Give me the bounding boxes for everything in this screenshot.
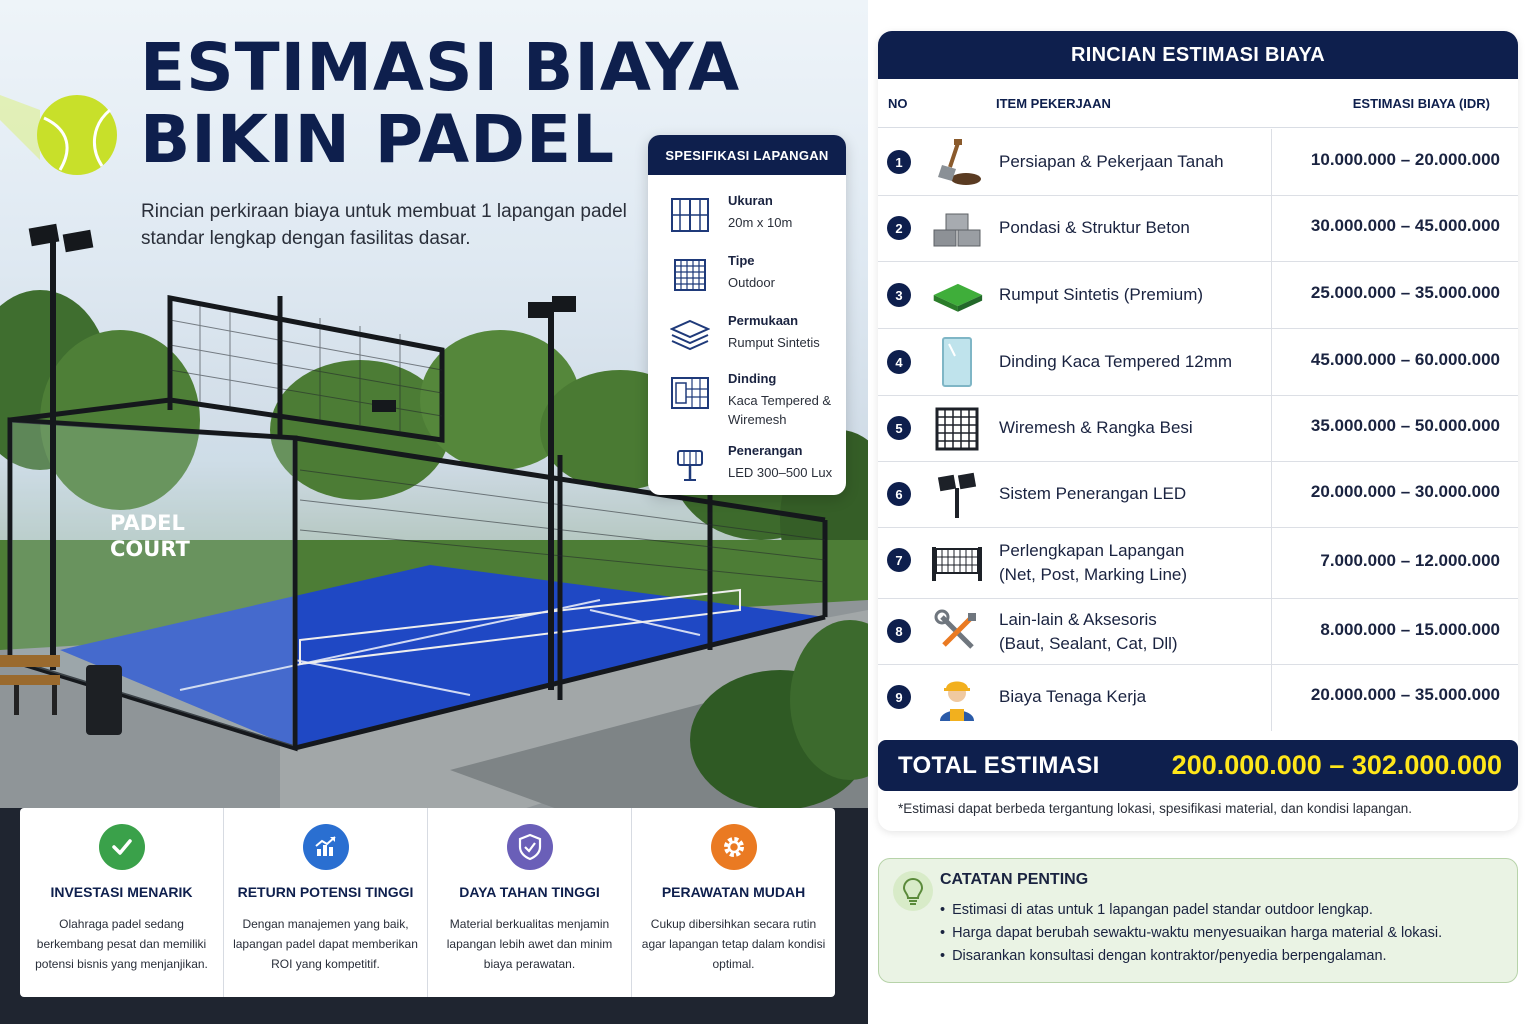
header-cost: ESTIMASI BIAYA (IDR)	[1352, 96, 1490, 111]
feature-title: DAYA TAHAN TINGGI	[459, 884, 600, 900]
row-item-sub: (Net, Post, Marking Line)	[999, 565, 1188, 584]
table-title: RINCIAN ESTIMASI BIAYA	[878, 31, 1518, 79]
shield-icon	[507, 824, 553, 870]
feature-daya-tahan	[428, 808, 632, 997]
spec-value: 20m x 10m	[728, 215, 793, 230]
court-sign-line2: COURT	[110, 537, 190, 561]
spec-item-dinding	[648, 371, 846, 441]
total-value: 200.000.000 – 302.000.000	[1171, 750, 1502, 780]
row-cost: 10.000.000 – 20.000.000	[1310, 150, 1500, 169]
feature-desc: Cukup dibersihkan secara rutin agar lapangan tetap dalam kondisi optimal.	[641, 917, 826, 971]
note-item: • Harga dapat berubah sewaktu-waktu menyesuaikan harga material & lokasi.	[940, 922, 1442, 945]
wiremesh-icon	[930, 402, 984, 456]
table-row	[878, 528, 1518, 599]
feature-return	[224, 808, 428, 997]
column-divider	[1271, 528, 1272, 598]
notes-list	[940, 899, 1442, 968]
column-divider	[1271, 129, 1272, 195]
turf-icon	[930, 268, 984, 322]
cost-table	[878, 31, 1518, 831]
row-number: 8	[887, 619, 911, 643]
column-divider	[1271, 329, 1272, 395]
table-row	[878, 196, 1518, 262]
tools-icon	[930, 605, 984, 659]
spec-label: Dinding	[728, 371, 777, 386]
column-divider	[1271, 396, 1272, 461]
spec-value: LED 300–500 Lux	[728, 465, 833, 480]
lightbulb-icon	[893, 871, 933, 911]
notes-title: CATATAN PENTING	[940, 871, 1089, 888]
grid-fence-icon	[668, 253, 712, 297]
glass-panel-icon	[930, 335, 984, 389]
net-icon	[930, 536, 984, 590]
spec-card-title: SPESIFIKASI LAPANGAN	[648, 135, 846, 175]
table-row	[878, 665, 1518, 731]
column-divider	[1271, 599, 1272, 664]
header-item: ITEM PEKERJAAN	[996, 96, 1111, 111]
page-subtitle: Rincian perkiraan biaya untuk membuat 1 lapangan padel standar lengkap dengan fasilitas dasar.	[141, 201, 627, 249]
table-row	[878, 462, 1518, 528]
note-item: • Disarankan konsultasi dengan kontraktor/penyedia berpengalaman.	[940, 945, 1442, 968]
feature-title: PERAWATAN MUDAH	[661, 884, 806, 900]
row-number: 6	[887, 482, 911, 506]
row-item: Rumput Sintetis (Premium)	[999, 285, 1204, 304]
feature-perawatan	[632, 808, 835, 997]
check-icon	[99, 824, 145, 870]
feature-investasi	[20, 808, 224, 997]
feature-title: RETURN POTENSI TINGGI	[237, 884, 414, 900]
row-number: 9	[887, 685, 911, 709]
row-item-title: Perlengkapan Lapangan	[999, 541, 1185, 560]
spec-label: Permukaan	[728, 313, 799, 328]
table-row	[878, 396, 1518, 462]
feature-title: INVESTASI MENARIK	[50, 884, 193, 900]
feature-desc: Material berkualitas menjamin lapangan lebih awet dan minim biaya perawatan.	[446, 917, 613, 971]
row-item: Biaya Tenaga Kerja	[999, 687, 1147, 706]
layers-icon	[668, 313, 712, 357]
spec-label: Tipe	[728, 253, 755, 268]
note-item: • Estimasi di atas untuk 1 lapangan padel standar outdoor lengkap.	[940, 899, 1442, 922]
row-number: 3	[887, 283, 911, 307]
row-cost: 25.000.000 – 35.000.000	[1310, 283, 1500, 302]
court-sign-line1: PADEL	[110, 511, 185, 535]
total-label: TOTAL ESTIMASI	[898, 752, 1100, 779]
row-item: Wiremesh & Rangka Besi	[999, 418, 1193, 437]
row-number: 7	[887, 548, 911, 572]
row-cost: 8.000.000 – 15.000.000	[1320, 620, 1500, 639]
title-line-2: BIKIN PADEL	[140, 101, 616, 178]
column-divider	[1271, 665, 1272, 731]
row-item	[999, 539, 1187, 587]
row-cost: 20.000.000 – 35.000.000	[1310, 685, 1500, 704]
worker-icon	[930, 671, 984, 725]
important-notes	[878, 858, 1518, 983]
row-item-sub: (Baut, Sealant, Cat, Dll)	[999, 634, 1178, 653]
court-layout-icon	[668, 193, 712, 237]
row-item-title: Lain-lain & Aksesoris	[999, 610, 1157, 629]
shovel-icon	[930, 135, 984, 189]
court-sign	[110, 510, 190, 562]
spec-item-penerangan	[648, 443, 846, 495]
row-number: 4	[887, 350, 911, 374]
column-divider	[1271, 462, 1272, 527]
concrete-blocks-icon	[930, 202, 984, 256]
row-number: 2	[887, 216, 911, 240]
header-no: NO	[888, 96, 908, 111]
row-item	[999, 608, 1178, 656]
row-item: Sistem Penerangan LED	[999, 484, 1187, 503]
row-item: Dinding Kaca Tempered 12mm	[999, 352, 1233, 371]
spec-item-tipe	[648, 253, 846, 309]
spec-value: Rumput Sintetis	[728, 335, 820, 350]
row-item: Pondasi & Struktur Beton	[999, 218, 1190, 237]
title-line-1: ESTIMASI BIAYA	[140, 29, 741, 106]
spec-label: Penerangan	[728, 443, 803, 458]
row-cost: 7.000.000 – 12.000.000	[1320, 551, 1500, 570]
spec-value: Kaca Tempered & Wiremesh	[728, 393, 832, 427]
row-item: Persiapan & Pekerjaan Tanah	[999, 152, 1224, 171]
spec-item-ukuran	[648, 193, 846, 249]
floodlight-icon	[668, 443, 712, 487]
table-row	[878, 329, 1518, 396]
spec-item-permukaan	[648, 313, 846, 369]
table-row	[878, 599, 1518, 665]
row-cost: 30.000.000 – 45.000.000	[1310, 216, 1500, 235]
row-cost: 45.000.000 – 60.000.000	[1310, 350, 1500, 369]
feature-desc: Olahraga padel sedang berkembang pesat dan memiliki potensi bisnis yang menjanjikan.	[35, 917, 208, 971]
tennis-ball	[0, 95, 117, 175]
total-estimate-bar	[878, 740, 1518, 791]
table-header	[878, 79, 1518, 128]
spec-label: Ukuran	[728, 193, 773, 208]
spec-card	[648, 135, 846, 495]
feature-desc: Dengan manajemen yang baik, lapangan padel dapat memberikan ROI yang kompetitif.	[233, 917, 418, 971]
column-divider	[1271, 262, 1272, 328]
feature-panel	[20, 808, 835, 997]
row-cost: 35.000.000 – 50.000.000	[1310, 416, 1500, 435]
table-row	[878, 129, 1518, 196]
row-number: 1	[887, 150, 911, 174]
growth-chart-icon	[303, 824, 349, 870]
spec-value: Outdoor	[728, 275, 775, 290]
row-number: 5	[887, 416, 911, 440]
floodlight-icon	[930, 468, 984, 522]
table-row	[878, 262, 1518, 329]
column-divider	[1271, 196, 1272, 261]
row-cost: 20.000.000 – 30.000.000	[1310, 482, 1500, 501]
gear-icon	[711, 824, 757, 870]
wall-panel-icon	[668, 371, 712, 415]
estimate-footnote: *Estimasi dapat berbeda tergantung lokasi, spesifikasi material, dan kondisi lapangan.	[898, 801, 1413, 816]
